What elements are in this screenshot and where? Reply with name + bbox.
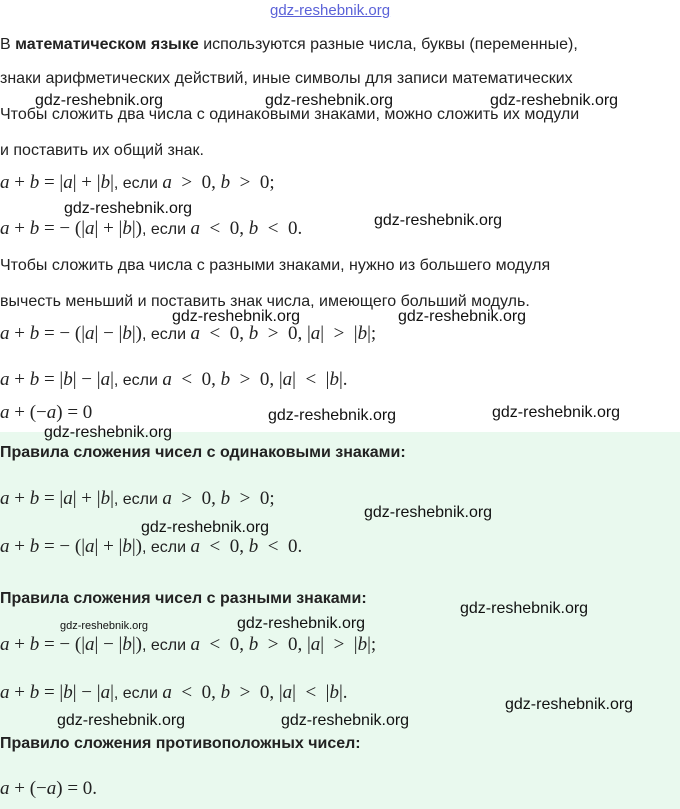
intro-line-2: знаки арифметических действий, иные символы для записи математических <box>0 70 573 87</box>
diff-sign-line-1: Чтобы сложить два числа с разными знаками, нужно из большего модуля <box>0 257 551 274</box>
same-sign-line-2: и поставить их общий знак. <box>0 142 204 159</box>
formula-diff-2: a + b = |b| − |a|, если a < 0, b > 0, |a| < |b|. <box>0 369 348 390</box>
watermark-text: gdz-reshebnik.org <box>44 424 173 441</box>
heading-diff-sign-rules: Правила сложения чисел с разными знаками: <box>0 590 367 607</box>
watermark-text: gdz-reshebnik.org <box>268 407 397 424</box>
top-watermark-link[interactable]: gdz-reshebnik.org <box>270 2 391 19</box>
watermark-text: gdz-reshebnik.org <box>172 308 301 325</box>
same-sign-line-1: Чтобы сложить два числа с одинаковыми знаками, можно сложить их модули <box>0 106 580 123</box>
diff-sign-line-2: вычесть меньший и поставить знак числа, имеющего больший модуль. <box>0 293 530 310</box>
term-math-language: математическом языке <box>15 36 199 53</box>
watermark-text: gdz-reshebnik.org <box>237 615 366 632</box>
watermark-text: gdz-reshebnik.org <box>492 404 621 421</box>
rule-formula-same-positive: a + b = |a| + |b|, если a > 0, b > 0; <box>0 488 275 509</box>
rule-formula-diff-2: a + b = |b| − |a|, если a < 0, b > 0, |a| < |b|. <box>0 682 348 703</box>
rule-formula-diff-1: a + b = − (|a| − |b|), если a < 0, b > 0, |a| > |b|; <box>0 634 377 655</box>
formula-same-positive: a + b = |a| + |b|, если a > 0, b > 0; <box>0 172 275 193</box>
formula-same-negative: a + b = − (|a| + |b|), если a < 0, b < 0. <box>0 218 303 239</box>
watermark-text: gdz-reshebnik.org <box>141 519 270 536</box>
watermark-text: gdz-reshebnik.org <box>35 92 164 109</box>
watermark-text: gdz-reshebnik.org <box>265 92 394 109</box>
watermark-text: gdz-reshebnik.org <box>398 308 527 325</box>
intro-line-1: В математическом языке используются разные числа, буквы (переменные), <box>0 36 578 53</box>
formula-opposite-inline: a + (−a) = 0 <box>0 402 93 423</box>
watermark-text: gdz-reshebnik.org <box>364 504 493 521</box>
heading-same-sign-rules: Правила сложения чисел с одинаковыми знаками: <box>0 444 406 461</box>
rule-formula-same-negative: a + b = − (|a| + |b|), если a < 0, b < 0. <box>0 536 303 557</box>
watermark-text: gdz-reshebnik.org <box>60 620 149 632</box>
watermark-text: gdz-reshebnik.org <box>505 696 634 713</box>
watermark-text: gdz-reshebnik.org <box>57 712 186 729</box>
watermark-text: gdz-reshebnik.org <box>374 212 503 229</box>
watermark-text: gdz-reshebnik.org <box>490 92 619 109</box>
watermark-text: gdz-reshebnik.org <box>64 200 193 217</box>
rule-formula-opposite: a + (−a) = 0. <box>0 778 98 799</box>
heading-opposite-rule: Правило сложения противоположных чисел: <box>0 735 361 752</box>
formula-diff-1: a + b = − (|a| − |b|), если a < 0, b > 0, |a| > |b|; <box>0 323 377 344</box>
watermark-text: gdz-reshebnik.org <box>460 600 589 617</box>
watermark-text: gdz-reshebnik.org <box>281 712 410 729</box>
